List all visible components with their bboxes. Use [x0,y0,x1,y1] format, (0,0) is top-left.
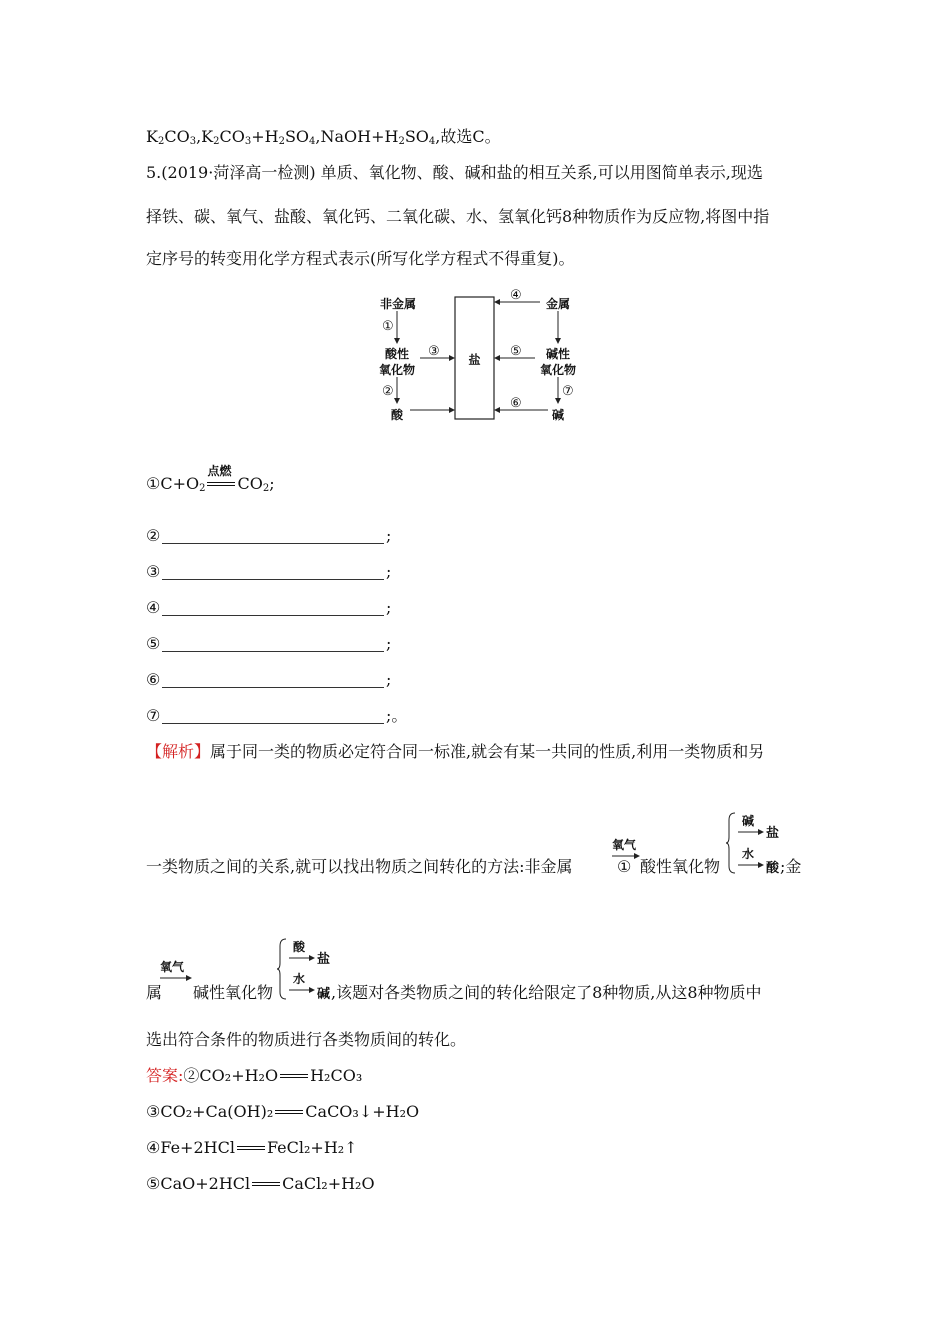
text: ③ [146,1102,161,1121]
step-3-number: ③ [428,344,440,359]
analysis-line-2: 一类物质之间的关系,就可以找出物质之间转化的方法:非金属 [146,857,573,876]
arrow-icon [289,987,315,993]
text: FeCl₂+H₂↑ [266,1138,358,1157]
answer-blank-6[interactable] [162,687,384,688]
text: ,NaOH+H [315,127,399,146]
text: 2 [157,136,165,147]
salt-product: 盐 [317,952,331,967]
text: K [146,127,158,146]
text: 2 [262,483,270,494]
reaction-condition: 点燃 [207,464,232,478]
text: SO [284,127,310,146]
text: ,故选C。 [435,127,501,146]
analysis-line-1 [146,742,764,762]
step-1-marker: ① [617,857,632,876]
step-1-number: ① [382,319,394,334]
analysis-line-4: 选出符合条件的物质进行各类物质间的转化。 [146,1030,467,1049]
equals-sign [250,1174,282,1194]
text: ⑤ [146,1174,161,1193]
text: ; [269,474,275,493]
text: CaCl₂+H₂O [282,1174,375,1193]
step-4-number: ④ [510,288,522,303]
text: SO [404,127,429,146]
text: ;金 [780,857,802,876]
blank-2-number: ② [146,526,161,545]
base-label: 碱 [551,408,564,422]
oxygen-label: 氧气 [160,960,185,974]
oxygen-arrow-1 [612,836,642,859]
text: H₂CO₃ [310,1066,363,1085]
base-oxide-label-2: 氧化物 [539,363,576,377]
blank-7-number: ⑦ [146,706,161,725]
salt-product: 盐 [766,826,780,841]
step-2-number: ② [382,384,394,399]
conversion-diagram [370,285,600,425]
text: 4 [428,136,436,147]
text: ; [386,670,392,689]
text: Fe+2HCl [160,1138,235,1157]
blank-6-number: ⑥ [146,670,161,689]
equation-lhs: C+O [160,474,200,493]
water-reagent: 水 [742,847,755,861]
previous-answer-line [146,127,501,147]
step-6-number: ⑥ [510,396,522,411]
text: 属于同一类的物质必定符合同一标准,就会有某一共同的性质,利用一类物质和另 [210,742,765,761]
acid-label: 酸 [390,408,403,422]
nonmetal-label: 非金属 [379,297,416,311]
acid-branch [289,938,315,961]
equals-sign [205,464,237,494]
water-branch [738,845,764,868]
blank-3-number: ③ [146,562,161,581]
answer-label: 答案: [146,1066,184,1085]
oxygen-label: 氧气 [612,838,637,852]
brace-icon [726,812,736,874]
text: 2 [278,136,285,147]
text: 3 [244,136,252,147]
text: CO₂+H₂O [199,1066,279,1085]
text: CO [219,127,245,146]
answer-3 [146,1102,419,1122]
answer-blank-2[interactable] [162,543,384,544]
text: CaCO₃↓+H₂O [305,1102,420,1121]
equals-sign [273,1102,305,1122]
text: 3 [189,136,197,147]
text: 4 [309,136,316,147]
answer-4 [146,1138,358,1158]
oxygen-arrow-2 [160,958,194,981]
text: CaO+2HCl [160,1174,251,1193]
base-reagent: 碱 [742,814,755,828]
text: 2 [213,136,220,147]
base-product: 碱 [317,987,331,1002]
answer-2 [146,1066,362,1086]
water-reagent: 水 [293,972,306,986]
step-7-number: ⑦ [562,384,574,399]
brace-icon [277,938,287,1000]
analysis-tag: 【解析】 [146,742,211,761]
equals-sign [235,1138,267,1158]
text: ;。 [386,706,408,725]
acid-oxide-label-1: 酸性 [384,347,409,361]
text: 2 [398,136,405,147]
equals-sign [278,1066,310,1086]
acid-oxide-label-2: 氧化物 [378,363,415,377]
salt-label: 盐 [468,353,481,367]
arrow-icon [738,829,764,835]
equation-1 [146,464,275,494]
acid-reagent: 酸 [293,940,306,954]
answer-5 [146,1174,375,1194]
arrow-icon [738,862,764,868]
acid-product: 酸 [766,861,780,876]
text: 2 [199,483,206,494]
acid-oxide-text: 酸性氧化物 [640,857,721,876]
text: 属 [146,983,163,1002]
text: CO [164,127,190,146]
text: ④ [146,1138,161,1157]
text: ; [386,598,392,617]
answer-blank-3[interactable] [162,579,384,580]
base-oxide-label-1: 碱性 [545,347,570,361]
answer-blank-4[interactable] [162,615,384,616]
blank-4-number: ④ [146,598,161,617]
text: ② [183,1066,200,1085]
metal-label: 金属 [545,297,570,311]
question-line-2: 择铁、碳、氧气、盐酸、氧化钙、二氧化碳、水、氢氧化钙8种物质作为反应物,将图中指 [146,207,770,226]
answer-blank-5[interactable] [162,651,384,652]
text: ; [386,634,392,653]
arrow-icon [160,975,192,981]
question-line-1: 5.(2019·菏泽高一检测) 单质、氧化物、酸、碱和盐的相互关系,可以用图简单表示,现选 [146,163,763,182]
arrow-icon [289,955,315,961]
question-line-3: 定序号的转变用化学方程式表示(所写化学方程式不得重复)。 [146,249,575,268]
water-branch [289,970,315,993]
answer-blank-7[interactable] [162,723,384,724]
text: CO₂+Ca(OH)₂ [160,1102,274,1121]
base-oxide-text: 碱性氧化物 [193,983,274,1002]
equation-number: ① [146,474,161,493]
equation-rhs: CO [237,474,263,493]
step-5-number: ⑤ [510,344,522,359]
text: ; [386,562,392,581]
analysis-line-3: ,该题对各类物质之间的转化给限定了8种物质,从这8种物质中 [331,983,762,1002]
base-branch [738,812,764,835]
blank-5-number: ⑤ [146,634,161,653]
text: ,K [196,127,214,146]
text: +H [251,127,279,146]
text: ; [386,526,392,545]
